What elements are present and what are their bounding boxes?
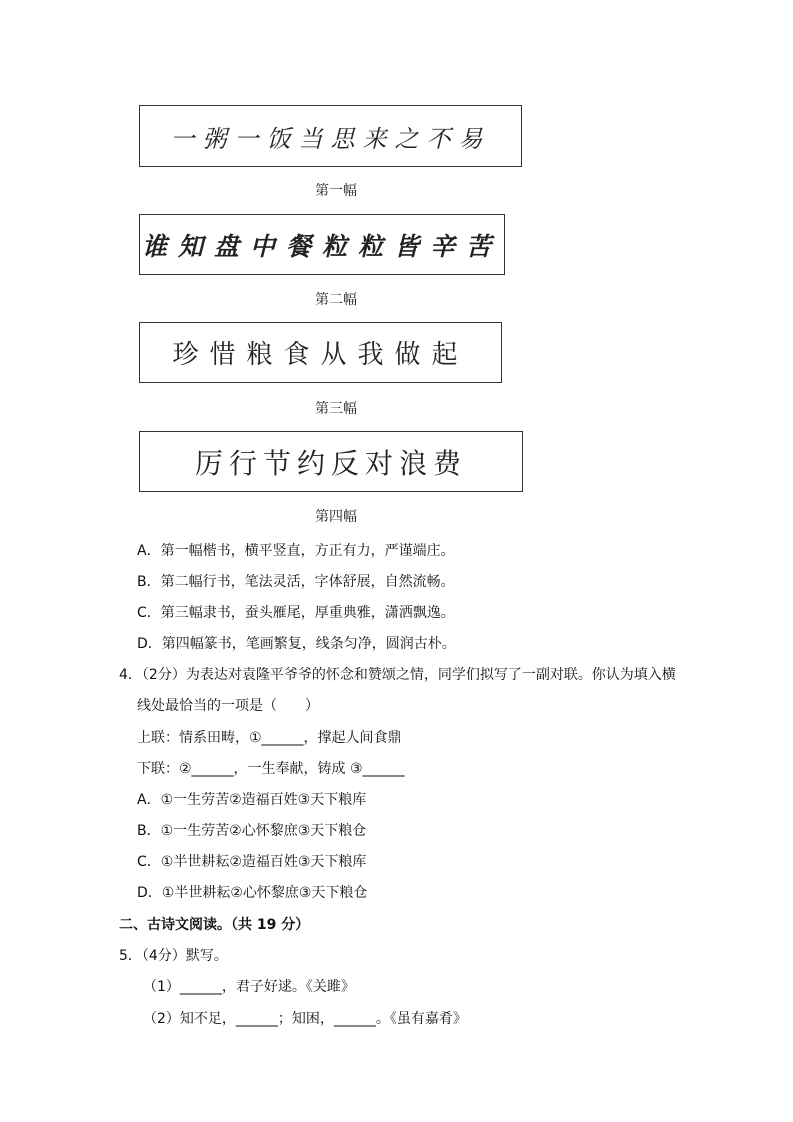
- calligraphy-panel-1: [139, 105, 522, 167]
- q4-option-b: B．①一生劳苦②心怀黎庶③天下粮仓: [137, 823, 367, 839]
- q4-stem-cont: 线处最恰当的一项是（ ）: [137, 698, 319, 714]
- q4-option-a: A．①一生劳苦②造福百姓③天下粮库: [137, 792, 367, 808]
- calligraphy-text: 珍惜粮食从我做起: [172, 340, 469, 370]
- calligraphy-text: 厉行节约反对浪费: [194, 446, 467, 480]
- panel-caption: 第二幅: [315, 292, 357, 308]
- q4-stem: 4．（2分）为表达对袁隆平爷爷的怀念和赞颂之情，同学们拟写了一副对联。你认为填入横: [119, 667, 676, 683]
- calligraphy-panel-4: [139, 431, 523, 492]
- calligraphy-text: 一粥一饭当思来之不易: [170, 124, 491, 153]
- calligraphy-panel-3: [139, 322, 502, 383]
- calligraphy-text: 谁知盘中餐粒粒皆辛苦: [141, 231, 502, 261]
- q5-item-2: （2）知不足，______；知困，______。《虽有嘉肴》: [143, 1011, 467, 1027]
- q5-stem: 5．（4分）默写。: [119, 948, 228, 964]
- q3-option-a: A．第一幅楷书，横平竖直，方正有力，严谨端庄。: [137, 543, 455, 559]
- q5-item-1: （1）______，君子好逑。《关雎》: [143, 979, 355, 995]
- panel-caption: 第三幅: [315, 401, 357, 417]
- q3-option-b: B．第二幅行书，笔法灵活，字体舒展，自然流畅。: [137, 574, 455, 590]
- q3-option-d: D．第四幅篆书，笔画繁复，线条匀净，圆润古朴。: [137, 636, 456, 652]
- section-heading: 二、古诗文阅读。（共 19 分）: [119, 917, 310, 933]
- panel-caption: 第四幅: [315, 509, 357, 525]
- calligraphy-panel-2: [139, 214, 505, 275]
- q4-lower-couplet: 下联：②______，一生奉献，铸成 ③______: [137, 761, 405, 777]
- panel-caption: 第一幅: [315, 183, 357, 199]
- q4-option-d: D．①半世耕耘②心怀黎庶③天下粮仓: [137, 885, 368, 901]
- q3-option-c: C．第三幅隶书，蚕头雁尾，厚重典雅，潇洒飘逸。: [137, 605, 455, 621]
- q4-option-c: C．①半世耕耘②造福百姓③天下粮库: [137, 854, 367, 870]
- q4-upper-couplet: 上联：情系田畴，①______，撑起人间食鼎: [137, 730, 402, 746]
